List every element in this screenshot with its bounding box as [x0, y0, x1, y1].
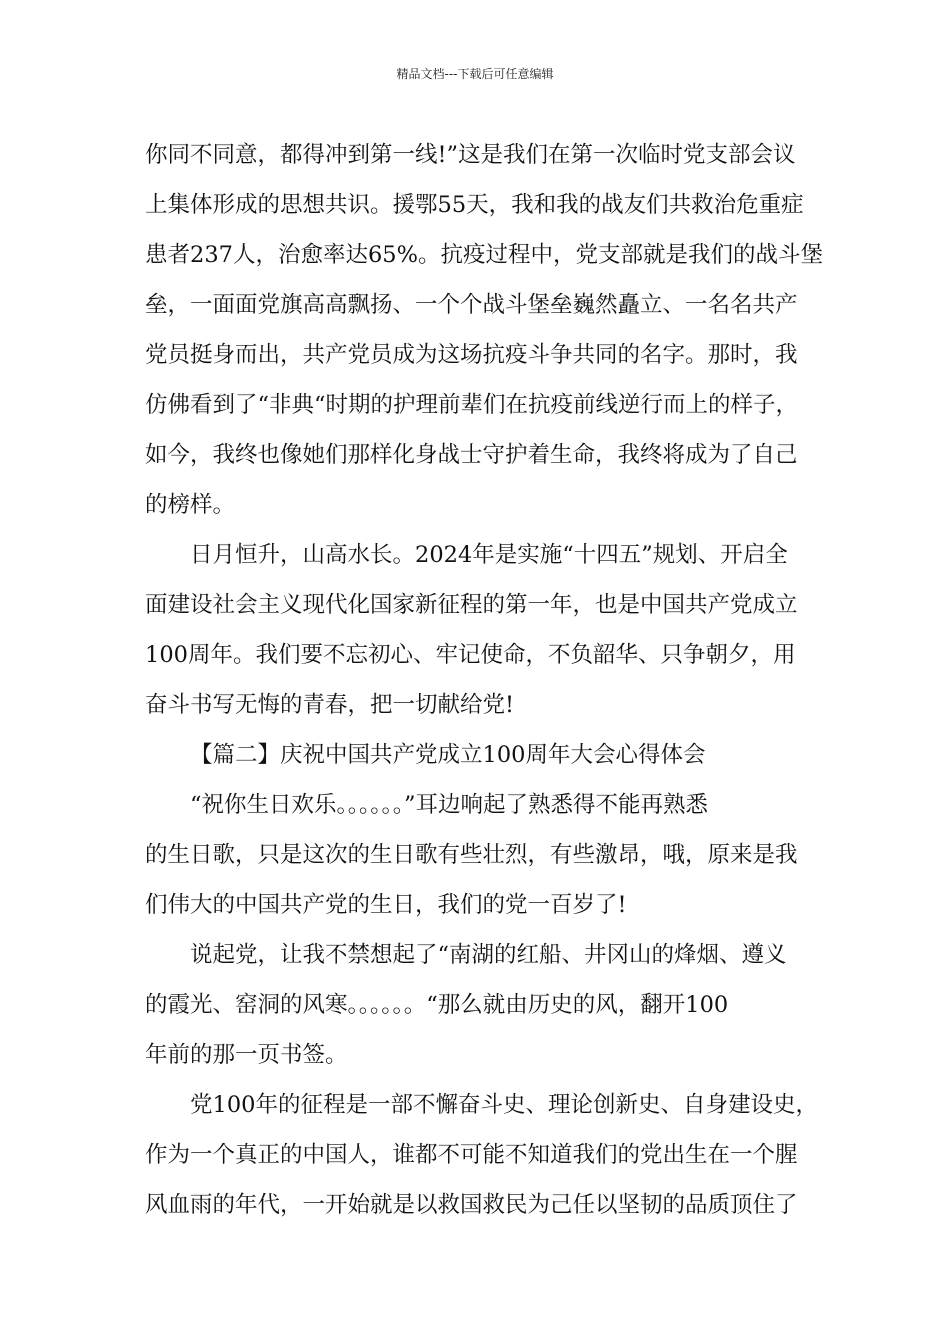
text-line: 的霞光、窑洞的风寒。。。。。。“那么就由历史的风，翻开100: [145, 992, 729, 1018]
text-line: 风血雨的年代，一开始就是以救国救民为己任以坚韧的品质顶住了: [145, 1192, 798, 1218]
text-line: 垒，一面面党旗高高飘扬、一个个战斗堡垒巍然矗立、一名名共产: [145, 292, 798, 318]
text-line: 的生日歌，只是这次的生日歌有些壮烈，有些激昂，哦，原来是我: [145, 842, 798, 868]
text-line: 党100年的征程是一部不懈奋斗史、理论创新史、自身建设史，: [190, 1092, 818, 1118]
text-line: 你同不同意，都得冲到第一线!”这是我们在第一次临时党支部会议: [145, 142, 796, 168]
text-line: 如今，我终也像她们那样化身战士守护着生命，我终将成为了自己: [145, 442, 798, 468]
text-line: 奋斗书写无悔的青春，把一切献给党!: [145, 692, 515, 718]
text-line: 患者237人，治愈率达65%。抗疫过程中，党支部就是我们的战斗堡: [145, 242, 823, 268]
text-line: “祝你生日欢乐。。。。。。”耳边响起了熟悉得不能再熟悉: [190, 792, 709, 818]
document-body: [145, 130, 823, 1230]
text-line: 仿佛看到了“非典“时期的护理前辈们在抗疫前线逆行而上的样子，: [145, 392, 799, 418]
page-header: 精品文档---下载后可任意编辑: [396, 67, 554, 81]
text-line: 的榜样。: [145, 492, 236, 518]
text-line: 100周年。我们要不忘初心、牢记使命，不负韶华、只争朝夕，用: [145, 642, 796, 668]
text-line: 年前的那一页书签。: [145, 1042, 348, 1068]
text-line: 日月恒升，山高水长。2024年是实施“十四五”规划、开启全: [190, 542, 788, 568]
text-line: 们伟大的中国共产党的生日，我们的党一百岁了!: [145, 892, 627, 918]
text-line: 说起党，让我不禁想起了“南湖的红船、井冈山的烽烟、遵义: [190, 942, 787, 968]
text-line: 上集体形成的思想共识。援鄂55天，我和我的战友们共救治危重症: [145, 192, 804, 218]
text-line: 作为一个真正的中国人，谁都不可能不知道我们的党出生在一个腥: [145, 1142, 798, 1168]
section-heading: 【篇二】庆祝中国共产党成立100周年大会心得体会: [190, 742, 706, 768]
text-line: 面建设社会主义现代化国家新征程的第一年，也是中国共产党成立: [145, 592, 798, 618]
text-line: 党员挺身而出，共产党员成为这场抗疫斗争共同的名字。那时，我: [145, 342, 798, 368]
